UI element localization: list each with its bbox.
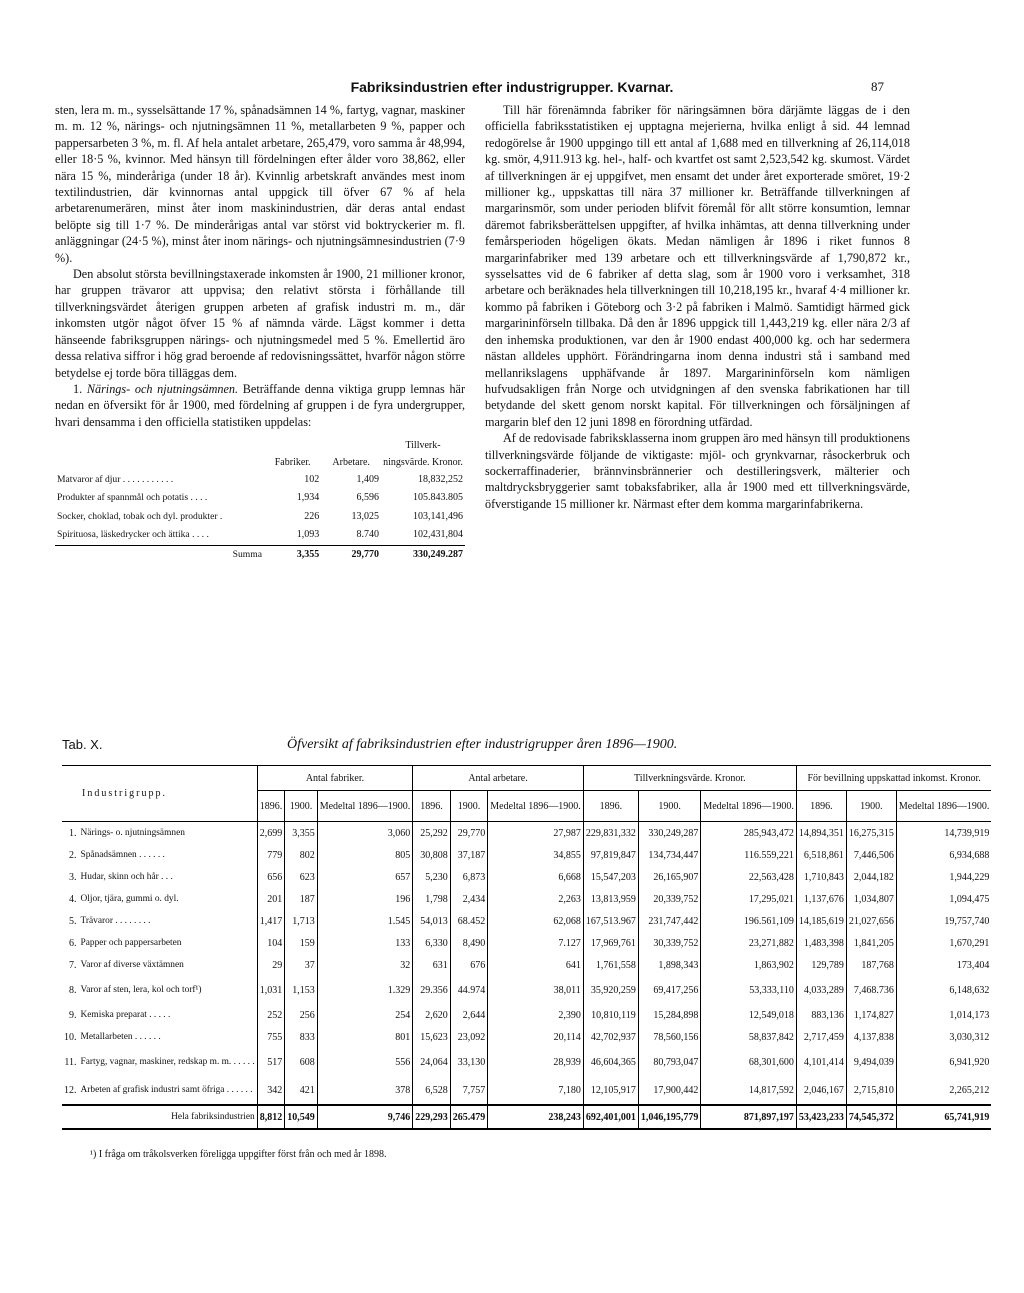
cell: 805 [317,844,413,866]
section-number: 1. [73,381,83,396]
cell: 657 [317,866,413,888]
sub-header: 1900. [638,791,701,822]
cell: 10,549 [285,1105,318,1129]
cell: 1,014,173 [896,1004,991,1026]
cell: 80,793,047 [638,1048,701,1076]
cell: 30,808 [413,844,451,866]
cell: 229,831,332 [583,822,638,845]
cell: 7,757 [450,1076,488,1105]
cell: 74,545,372 [846,1105,896,1129]
row-label: Oljor, tjära, gummi o. dyl. [80,893,179,904]
cell: 187 [285,888,318,910]
cell: 32 [317,954,413,976]
row-label: Matvaror af djur . . . . . . . . . . . [57,473,174,485]
cell: 23,092 [450,1026,488,1048]
cell: 238,243 [488,1105,584,1129]
cell: 656 [257,866,285,888]
cell: 53,423,233 [796,1105,846,1129]
cell: 26,165,907 [638,866,701,888]
cell: 35,920,259 [583,976,638,1004]
cell: 97,819,847 [583,844,638,866]
cell: 25,292 [413,822,451,845]
cell: 2,044,182 [846,866,896,888]
table-row [55,471,465,489]
sub-header: 1896. [257,791,285,822]
cell: 1,761,558 [583,954,638,976]
cell: 517 [257,1048,285,1076]
cell: 2,434 [450,888,488,910]
row-number: 10. [64,1031,77,1043]
table-row [62,910,991,932]
cell: 1,094,475 [896,888,991,910]
header-tillverkningsvarde: Tillverkningsvärde. Kronor. [583,766,796,791]
cell: 1,417 [257,910,285,932]
cell: 20,114 [488,1026,584,1048]
small-header-varde: Tillverk-ningsvärde. Kronor. [383,440,463,468]
row-number: 7. [69,959,77,971]
cell: 9,494,039 [846,1048,896,1076]
cell: 15,547,203 [583,866,638,888]
cell: 833 [285,1026,318,1048]
footnote: ¹) I fråga om tråkolsverken föreligga uppgifter först från och med år 1898. [90,1149,387,1160]
cell: 17,295,021 [701,888,797,910]
cell: 12,105,917 [583,1076,638,1105]
table-row [62,1026,991,1048]
subgroup-table [55,438,465,564]
row-number: 3. [69,871,77,883]
row-label: Hela fabriksindustrien [79,1105,258,1129]
cell: 12,549,018 [701,1004,797,1026]
row-number: 8. [69,984,77,996]
cell: 5,230 [413,866,451,888]
cell: 8.740 [356,529,379,541]
page-number: 87 [871,79,884,94]
row-number: 12. [64,1084,77,1096]
cell: 1,898,343 [638,954,701,976]
cell: 134,734,447 [638,844,701,866]
cell: 883,136 [796,1004,846,1026]
cell: 19,757,740 [896,910,991,932]
row-label: Närings- o. njutningsämnen [80,827,185,838]
cell: 42,702,937 [583,1026,638,1048]
row-label: Spirituosa, läskedrycker och ättika . . . . [57,529,209,541]
cell: 6,873 [450,866,488,888]
cell: 2,644 [450,1004,488,1026]
row-label: Socker, choklad, tobak och dyl. produkter . [57,510,223,522]
cell: 10,810,119 [583,1004,638,1026]
cell: 556 [317,1048,413,1076]
cell: 2,390 [488,1004,584,1026]
cell: 37,187 [450,844,488,866]
cell: 1,944,229 [896,866,991,888]
cell: 104 [257,932,285,954]
sub-header: Medeltal 1896—1900. [701,791,797,822]
table-row [62,1076,991,1105]
cell: 6,941,920 [896,1048,991,1076]
cell: 13,813,959 [583,888,638,910]
cell: 14,739,919 [896,822,991,845]
table-row [62,866,991,888]
cell: 103,141,496 [413,510,463,522]
sub-header: 1900. [846,791,896,822]
cell: 226 [304,510,320,522]
cell: 1,031 [257,976,285,1004]
cell: 2,715,810 [846,1076,896,1105]
cell: 102 [304,473,320,485]
cell: 33,130 [450,1048,488,1076]
cell: 58,837,842 [701,1026,797,1048]
row-number: 9. [69,1009,77,1021]
section-text: Beträffande denna viktiga grupp lemnas här nedan en öfversikt för år 1900, med fördelning af gruppen i de fyra undergrupper, hvari densamma i den officiella statistiken uppdelas: [55,381,466,429]
table-label: Tab. X. [62,737,103,752]
cell: 1,034,807 [846,888,896,910]
cell: 692,401,001 [583,1105,638,1129]
table-row [62,888,991,910]
cell: 18,832,252 [418,473,463,485]
row-label: Kemiska preparat . . . . . [80,1009,171,1020]
cell: 22,563,428 [701,866,797,888]
cell: 3,355 [285,822,318,845]
row-number [62,1105,79,1129]
table-title: Öfversikt af fabriksindustrien efter industrigrupper åren 1896—1900. [287,737,678,752]
row-label: Trävaror . . . . . . . . [80,915,151,926]
table-row [62,954,991,976]
row-label: Varor af diverse växtämnen [80,959,184,970]
cell: 16,275,315 [846,822,896,845]
cell: 167,513.967 [583,910,638,932]
cell: 330,249,287 [638,822,701,845]
cell: 623 [285,866,318,888]
cell: 1,093 [296,529,320,541]
cell: 1,710,843 [796,866,846,888]
cell: 3,060 [317,822,413,845]
cell: 285,943,472 [701,822,797,845]
row-label: Produkter af spannmål och potatis . . . . [57,492,208,504]
cell: 133 [317,932,413,954]
row-label: Spånadsämnen . . . . . . [80,849,165,860]
cell: 6,668 [488,866,584,888]
sub-header: 1900. [450,791,488,822]
cell: 7,468.736 [846,976,896,1004]
cell: 20,339,752 [638,888,701,910]
cell: 3,355 [264,545,321,564]
cell: 8,812 [257,1105,285,1129]
row-label: Fartyg, vagnar, maskiner, redskap m. m. . . . . . [80,1056,255,1067]
table-row [62,1048,991,1076]
cell: 34,855 [488,844,584,866]
cell: 229,293 [413,1105,451,1129]
row-label: Varor af sten, lera, kol och torf¹) [80,984,202,995]
page-title: Fabriksindustrien efter industrigrupper. Kvarnar. [350,79,674,95]
cell: 29,770 [450,822,488,845]
cell: 8,490 [450,932,488,954]
cell: 196 [317,888,413,910]
cell: 29,770 [321,545,381,564]
cell: 68,301,600 [701,1048,797,1076]
cell: 801 [317,1026,413,1048]
cell: 6,528 [413,1076,451,1105]
cell: 7,446,506 [846,844,896,866]
cell: 265.479 [450,1105,488,1129]
cell: 631 [413,954,451,976]
header-antal-arbetare: Antal arbetare. [413,766,584,791]
table-row [55,489,465,507]
cell: 6,148,632 [896,976,991,1004]
table-row [62,976,991,1004]
sub-header: 1896. [413,791,451,822]
right-paragraph-1: Till här förenämnda fabriker för näringsämnen böra därjämte läggas de i den officiella fabriksstatistiken ej upptagna mejerierna, hvilka enligt å sid. 44 lemnad redogörelse år 1900 uppgingo till ett antal af 1,688 med en tillverkning af 26,114,018 kg. smör, 4,911.913 kg. hel-, half- och kvartfet ost samt 2,523,542 kg. skumost. Värdet af tillverkningen är ej uppgifvet, men ensamt det under året exporterade smöret, 19·2 millioner kg., uppskattas till nära 37 millioner kr. Beträffande tillverkningen af margarinsmör, som under perioden blifvit föremål för allt större konsumtion, lemnar däremot fabriksberättelsen uppgifter, af hvilka inhämtas, att denna tillverkning under femårsperioden högeligen ökats. Medan nämligen år 1896 i riket funnos 8 margarinfabriker med 139 arbetare och ett tillverkningsvärde af 1,790,872 kr., sysselsattes vid de 6 fabriker af detta slag, som år 1900 voro i verksamhet, 318 arbetare och beräknades hela tillverkningen till 10,218,195 kr., hvaraf 4·4 millioner kr. kommo på fabriken i Göteborg och 3·2 på fabriken i Malmö. Samtidigt härmed gick margarininförseln tillbaka. Då den år 1896 uppgick till 1,443,219 kg. eller nära 2/3 af den inhemska produktionen, var den år 1900 endast 400,000 kg. och har sedermera nästan alldeles upphört. Förändringarna inom denna industri stå i samband med mellanrikslagens upphäfvande år 1897. Margarininförseln kom nämligen hufvudsakligen från Norge och utvidgningen af den svenska fabrikationen har till betydande del skett genom norskt kapital. För tillverkningen och försäljningen af margarin blef den 12 juni 1898 en förordning utfärdad. [485,103,910,429]
cell: 69,417,256 [638,976,701,1004]
cell: 2,263 [488,888,584,910]
sub-header: Medeltal 1896—1900. [317,791,413,822]
cell: 21,027,656 [846,910,896,932]
cell: 231,747,442 [638,910,701,932]
cell: 1,863,902 [701,954,797,976]
cell: 2,265,212 [896,1076,991,1105]
cell: 29 [257,954,285,976]
cell: 342 [257,1076,285,1105]
cell: 1,934 [296,492,320,504]
row-label: Metallarbeten . . . . . . [80,1031,161,1042]
cell: 196.561,109 [701,910,797,932]
cell: 2,620 [413,1004,451,1026]
cell: 7.127 [488,932,584,954]
cell: 779 [257,844,285,866]
table-row [62,1004,991,1026]
cell: 65,741,919 [896,1105,991,1129]
cell: 78,560,156 [638,1026,701,1048]
cell: 4,101,414 [796,1048,846,1076]
cell: 256 [285,1004,318,1026]
row-number: 6. [69,937,77,949]
cell: 38,011 [488,976,584,1004]
cell: 15,623 [413,1026,451,1048]
cell: 676 [450,954,488,976]
cell: 4,137,838 [846,1026,896,1048]
cell: 30,339,752 [638,932,701,954]
total-row [62,1105,991,1129]
table-row [62,822,991,845]
cell: 1,174,827 [846,1004,896,1026]
cell: 421 [285,1076,318,1105]
row-label: Papper och pappersarbeten [80,937,182,948]
cell: 608 [285,1048,318,1076]
cell: 4,033,289 [796,976,846,1004]
cell: 6,596 [356,492,379,504]
cell: 802 [285,844,318,866]
left-paragraph-2: Den absolut största bevillningstaxerade inkomsten år 1900, 21 millioner kronor, har gruppen trävaror att uppvisa; den relativt största i förhållande till tillverkningsvärdet återigen gruppen arbeten af grafisk industri m. m., där inkomsten utgör något öfver 15 % af nämnda värde. Lägst kommer i detta hänseende fabriksgruppen närings- och njutningsmedel med 5 %. Emellertid äro dessa relativa siffror i hög grad beroende af redovisningssättet, hvarför någon större betydelse ej torde böra tilläggas dem. [55,267,465,380]
cell: 755 [257,1026,285,1048]
row-number: 1. [69,827,77,839]
cell: 3,030,312 [896,1026,991,1048]
table-row [62,844,991,866]
cell: 68.452 [450,910,488,932]
sub-header: 1896. [796,791,846,822]
table-row [55,526,465,545]
cell: 7,180 [488,1076,584,1105]
header-inkomst: För bevillning uppskattad inkomst. Kronor. [796,766,991,791]
cell: 53,333,110 [701,976,797,1004]
cell: 1,670,291 [896,932,991,954]
small-header-arbetare: Arbetare. [332,456,370,468]
cell: 24,064 [413,1048,451,1076]
cell: 1,798 [413,888,451,910]
industry-groups-table [62,765,991,1130]
cell: 254 [317,1004,413,1026]
cell: 6,518,861 [796,844,846,866]
row-number: 4. [69,893,77,905]
cell: 1,713 [285,910,318,932]
row-label: Arbeten af grafisk industri samt öfriga . . . . . . [80,1084,253,1095]
cell: 1,046,195,779 [638,1105,701,1129]
table-row [62,932,991,954]
cell: 14,185,619 [796,910,846,932]
group-column-header: Industrigrupp. [62,766,257,822]
page-header [0,79,1024,99]
cell: 252 [257,1004,285,1026]
cell: 201 [257,888,285,910]
row-number: 5. [69,915,77,927]
cell: 28,939 [488,1048,584,1076]
sum-row [55,545,465,564]
cell: 102,431,804 [413,529,463,541]
cell: 1,409 [356,473,379,485]
cell: 2,717,459 [796,1026,846,1048]
cell: 14,894,351 [796,822,846,845]
cell: 27,987 [488,822,584,845]
left-paragraph-1: sten, lera m. m., sysselsättande 17 %, spånadsämnen 14 %, fartyg, vagnar, maskiner m. m. 12 %, närings- och njutningsämnen 11 %, metallarbeten 9 %, papper och pappersarbeten 3 %, m. fl. Af hela antalet arbetare, 265,479, voro samma år 48,994, eller 18·5 %, kvinnor. Med hänsyn till fördelningen efter ålder voro 38,862, eller nära 15 %, minderåriga (under 18 år). Kvinnlig arbetskraft användes mest inom textilindustrien, där kvinnornas antal uppgick till öfver 67 % af hela arbetarenumerären, minst åter inom maskinindustrien, där deras antal endast belöpte sig till 1·7 %. De minderårigas antal var störst vid boktryckerier m. fl. anläggningar (24·5 %), minst åter inom närings- och njutningsämnesindustrien (7·9 %). [55,103,465,265]
cell: 116.559,221 [701,844,797,866]
left-paragraph-3 [55,381,465,430]
cell: 378 [317,1076,413,1105]
sub-header: Medeltal 1896—1900. [488,791,584,822]
cell: 129,789 [796,954,846,976]
cell: 29.356 [413,976,451,1004]
cell: 17,900,442 [638,1076,701,1105]
cell: 44.974 [450,976,488,1004]
sub-header: 1896. [583,791,638,822]
cell: 14,817,592 [701,1076,797,1105]
cell: 15,284,898 [638,1004,701,1026]
cell: 1,483,398 [796,932,846,954]
row-number: 2. [69,849,77,861]
cell: 1.545 [317,910,413,932]
cell: 330,249.287 [381,545,465,564]
cell: 1,137,676 [796,888,846,910]
cell: 9,746 [317,1105,413,1129]
cell: 1.329 [317,976,413,1004]
left-column [55,102,465,564]
sub-header: 1900. [285,791,318,822]
section-heading: Närings- och njutningsämnen. [86,381,239,396]
right-column [485,102,910,512]
cell: 173,404 [896,954,991,976]
cell: 871,897,197 [701,1105,797,1129]
cell: 2,699 [257,822,285,845]
sum-label: Summa [55,545,264,564]
header-antal-fabriker: Antal fabriker. [257,766,413,791]
cell: 1,841,205 [846,932,896,954]
small-header-fabriker: Fabriker. [274,456,311,468]
cell: 159 [285,932,318,954]
cell: 6,330 [413,932,451,954]
row-number: 11. [64,1056,77,1068]
sub-header: Medeltal 1896—1900. [896,791,991,822]
cell: 62,068 [488,910,584,932]
cell: 37 [285,954,318,976]
right-paragraph-2: Af de redovisade fabriksklasserna inom gruppen äro med hänsyn till produktionens tillverkningsvärde följande de viktigaste: mjöl- och grynkvarnar, råsockerbruk och sockerraffinaderier, brännvinsbrännerier och destilleringsverk, mälterier och maltdrycksbryggerier samt tobaksfabriker, alla år 1900 med ett tillverkningsvärde, öfverstigande 15 millioner kr. Närmast efter dem komma margarinfabrikerna. [485,431,910,511]
cell: 105.843.805 [413,492,463,504]
cell: 187,768 [846,954,896,976]
cell: 641 [488,954,584,976]
row-label: Hudar, skinn och hår . . . [80,871,173,882]
cell: 6,934,688 [896,844,991,866]
cell: 1,153 [285,976,318,1004]
table-row [55,508,465,526]
cell: 23,271,882 [701,932,797,954]
cell: 54,013 [413,910,451,932]
cell: 17,969,761 [583,932,638,954]
cell: 46,604,365 [583,1048,638,1076]
cell: 2,046,167 [796,1076,846,1105]
cell: 13,025 [351,510,379,522]
